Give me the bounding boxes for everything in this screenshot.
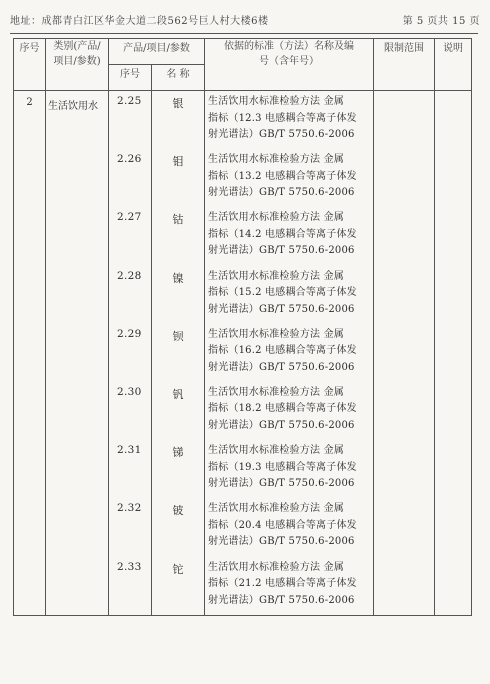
standard-line: 生活饮用水标准检验方法 金属	[208, 445, 344, 457]
item-standard-cell	[205, 266, 373, 324]
standard-line: 指标（15.2 电感耦合等离子体发	[208, 287, 357, 299]
standard-line: 生活饮用水标准检验方法 金属	[208, 561, 344, 573]
header-category: 类别(产品/项目/参数)	[46, 39, 109, 91]
item-no-column	[109, 91, 152, 616]
item-name: 银	[172, 97, 184, 110]
header-item-no: 序号	[109, 65, 152, 91]
item-name: 钡	[172, 329, 184, 343]
item-no: 2.26	[117, 153, 142, 166]
item-standard	[208, 152, 371, 202]
item-no-cell	[109, 207, 151, 265]
standard-line: 生活饮用水标准检验方法 金属	[208, 503, 344, 515]
item-no: 2.31	[117, 444, 142, 457]
item-standard-cell	[205, 498, 373, 556]
item-standard-cell	[205, 324, 373, 382]
standard-line: 指标（21.2 电感耦合等离子体发	[208, 578, 357, 589]
item-standard-cell	[205, 382, 373, 440]
item-no-cell	[109, 149, 151, 207]
item-standard-cell	[205, 91, 373, 149]
item-no: 2.25	[117, 95, 142, 107]
header-group: 产品/项目/参数	[109, 39, 205, 65]
standard-line: 射光谱法）GB/T 5750.6-2006	[208, 594, 355, 606]
item-name-cell	[152, 91, 204, 149]
item-no-cell	[109, 266, 151, 324]
header-rule	[10, 33, 478, 34]
standard-line: 射光谱法）GB/T 5750.6-2006	[208, 419, 355, 431]
standard-line: 指标（20.4 电感耦合等离子体发	[208, 519, 357, 531]
standard-line: 生活饮用水标准检验方法 金属	[208, 154, 344, 166]
standard-line: 指标（18.2 电感耦合等离子体发	[208, 403, 357, 415]
item-standard	[208, 94, 371, 144]
limit-column	[374, 91, 435, 616]
item-standard-cell	[205, 440, 373, 498]
item-standard-cell	[205, 149, 373, 207]
row-category: 生活饮用水	[46, 91, 109, 616]
standard-line: 指标（12.3 电感耦合等离子体发	[208, 112, 357, 124]
item-name-cell	[152, 557, 204, 615]
standard-line: 射光谱法）GB/T 5750.6-2006	[208, 478, 355, 490]
standard-line: 射光谱法）GB/T 5750.6-2006	[208, 245, 355, 257]
item-name: 铍	[172, 504, 184, 518]
table-row	[14, 91, 472, 616]
header-item-name: 名 称	[152, 65, 205, 91]
standard-line: 指标（19.3 电感耦合等离子体发	[208, 461, 357, 473]
lab-address: 地址：成都青白江区华金大道二段562号巨人村大楼6楼	[10, 16, 269, 27]
standard-line: 生活饮用水标准检验方法 金属	[208, 96, 344, 107]
standard-line: 指标（13.2 电感耦合等离子体发	[208, 170, 357, 182]
item-standard	[208, 327, 371, 377]
standard-line: 生活饮用水标准检验方法 金属	[208, 328, 344, 340]
item-name: 钒	[172, 387, 184, 401]
item-name-cell	[152, 149, 204, 207]
item-no-cell	[109, 557, 151, 615]
page-number: 第 5 页共 15 页	[402, 16, 480, 27]
page-header	[10, 10, 480, 30]
item-no: 2.28	[117, 269, 142, 282]
item-no-cell	[109, 440, 151, 498]
standard-line: 指标（14.2 电感耦合等离子体发	[208, 228, 357, 240]
item-no-cell	[109, 382, 151, 440]
item-name: 镍	[172, 271, 184, 285]
accreditation-table	[13, 38, 472, 616]
header-limit: 限制范围	[374, 39, 435, 91]
header-seq: 序号	[14, 39, 46, 91]
item-standard	[208, 210, 371, 260]
item-no-cell	[109, 324, 151, 382]
item-name-cell	[152, 440, 204, 498]
item-name: 锑	[172, 446, 184, 460]
standard-line: 生活饮用水标准检验方法 金属	[208, 386, 344, 398]
item-standard	[208, 501, 371, 551]
header-standard: 依据的标准（方法）名称及编号（含年号）	[205, 39, 374, 91]
item-standard-cell	[205, 207, 373, 265]
item-name-cell	[152, 207, 204, 265]
item-name: 铊	[172, 562, 184, 576]
item-no-cell	[109, 91, 151, 149]
item-standard	[208, 443, 371, 493]
item-name-cell	[152, 324, 204, 382]
item-name: 钼	[172, 155, 184, 169]
item-no: 2.33	[117, 560, 142, 573]
item-name-cell	[152, 498, 204, 556]
standard-line: 射光谱法）GB/T 5750.6-2006	[208, 129, 355, 140]
standard-line: 生活饮用水标准检验方法 金属	[208, 212, 344, 224]
item-no: 2.27	[117, 211, 142, 224]
standard-line: 生活饮用水标准检验方法 金属	[208, 270, 344, 282]
item-no: 2.29	[117, 327, 142, 340]
header-note: 说明	[435, 39, 472, 91]
note-column	[435, 91, 472, 616]
item-name-cell	[152, 266, 204, 324]
standard-line: 射光谱法）GB/T 5750.6-2006	[208, 536, 355, 548]
standard-line: 射光谱法）GB/T 5750.6-2006	[208, 303, 355, 315]
item-name-cell	[152, 382, 204, 440]
item-standard	[208, 560, 371, 610]
standard-column	[205, 91, 374, 616]
standard-line: 射光谱法）GB/T 5750.6-2006	[208, 361, 355, 373]
item-no-cell	[109, 498, 151, 556]
standard-line: 指标（16.2 电感耦合等离子体发	[208, 345, 357, 357]
standard-line: 射光谱法）GB/T 5750.6-2006	[208, 187, 355, 199]
item-name: 钴	[172, 213, 184, 227]
item-standard	[208, 385, 371, 435]
item-no: 2.32	[117, 502, 142, 515]
row-seq: 2	[14, 91, 46, 616]
item-name-column	[152, 91, 205, 616]
item-no: 2.30	[117, 385, 142, 398]
item-standard	[208, 269, 371, 319]
item-standard-cell	[205, 557, 373, 615]
